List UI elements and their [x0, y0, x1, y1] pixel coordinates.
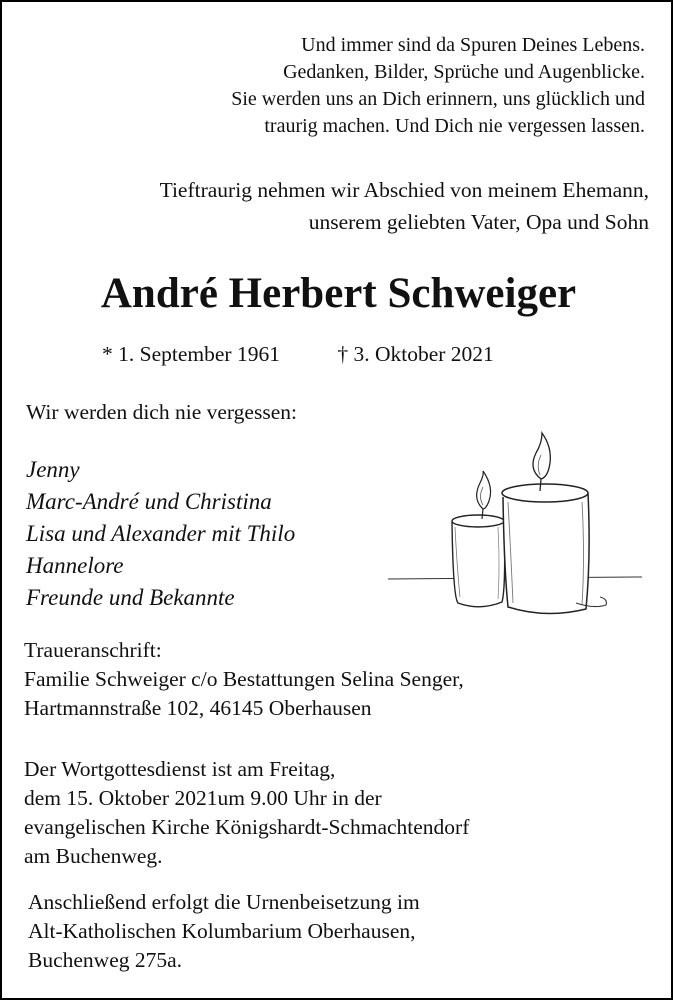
service-line: evangelischen Kirche Königshardt-Schmachtendorf: [24, 815, 470, 839]
service-line: Der Wortgottesdienst ist am Freitag,: [24, 757, 336, 781]
deceased-name: André Herbert Schweiger: [100, 270, 577, 317]
burial-info: [28, 888, 420, 975]
mourner-name: Marc-André und Christina: [26, 489, 272, 514]
mourner-name: Freunde und Bekannte: [26, 585, 235, 610]
intro-line: unserem geliebten Vater, Opa und Sohn: [308, 210, 649, 234]
poem-line: Gedanken, Bilder, Sprüche und Augenblicke.: [283, 61, 645, 83]
candles-icon: [380, 427, 650, 622]
mourner-name: Lisa und Alexander mit Thilo: [26, 521, 296, 546]
birth-date: * 1. September 1961: [102, 342, 280, 366]
mourner-name: Jenny: [26, 457, 80, 482]
remembrance-line: Wir werden dich nie vergessen:: [26, 400, 297, 424]
address-line: Hartmannstraße 102, 46145 Oberhausen: [24, 696, 372, 720]
service-info: [24, 755, 469, 871]
intro-line: Tieftraurig nehmen wir Abschied von meinem Ehemann,: [159, 178, 649, 202]
service-line: am Buchenweg.: [24, 844, 163, 868]
burial-line: Anschließend erfolgt die Urnenbeisetzung im: [28, 890, 420, 914]
burial-line: Buchenweg 275a.: [28, 948, 183, 972]
life-dates: [102, 339, 494, 369]
poem-line: Sie werden uns an Dich erinnern, uns glücklich und: [231, 88, 645, 110]
death-date: † 3. Oktober 2021: [337, 342, 494, 366]
farewell-intro: [29, 174, 649, 238]
address-line: Familie Schweiger c/o Bestattungen Selina Senger,: [24, 667, 464, 691]
poem-line: Und immer sind da Spuren Deines Lebens.: [301, 34, 645, 56]
mourning-address: [24, 636, 464, 723]
mourner-name: Hannelore: [26, 553, 124, 578]
address-line: Traueranschrift:: [24, 638, 162, 662]
service-line: dem 15. Oktober 2021um 9.00 Uhr in der: [24, 786, 382, 810]
memorial-poem: [85, 32, 645, 140]
poem-line: traurig machen. Und Dich nie vergessen lassen.: [264, 115, 645, 137]
mourners-list: [26, 454, 295, 614]
burial-line: Alt-Katholischen Kolumbarium Oberhausen,: [28, 919, 416, 943]
